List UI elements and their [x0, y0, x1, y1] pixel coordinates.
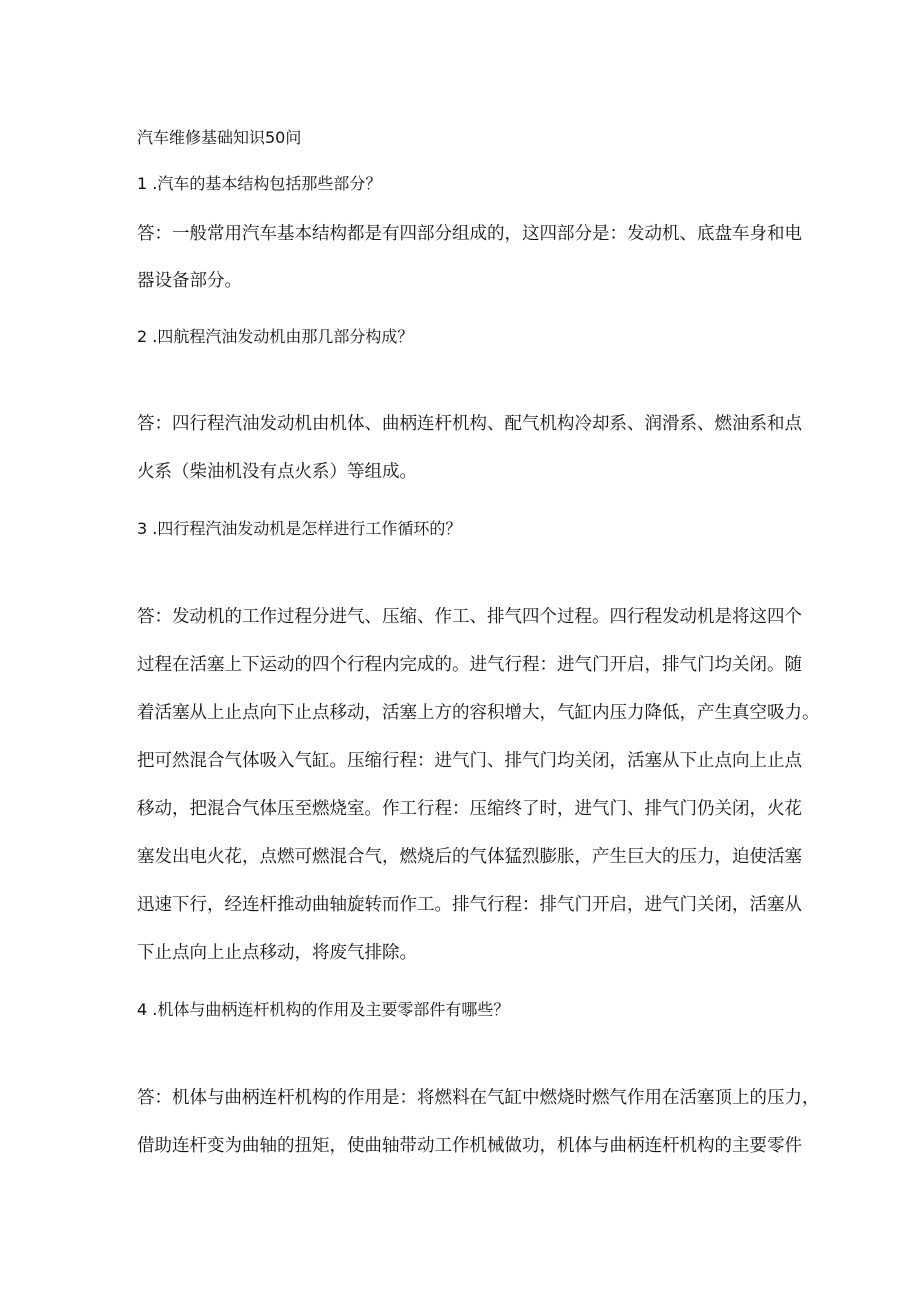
question-1: 1 .汽车的基本结构包括那些部分？ [137, 174, 382, 193]
answer-1-line-2: 器设备部分。 [137, 271, 242, 291]
question-3: 3 .四行程汽油发动机是怎样进行工作循环的？ [137, 519, 462, 538]
answer-3-line-3: 着活塞从上止点向下止点移动，活塞上方的容积增大，气缸内压力降低，产生真空吸力。 [137, 703, 820, 723]
answer-3-line-7: 迅速下行，经连杆推动曲轴旋转而作工。排气行程：排气门开启，进气门关闭，活塞从 [137, 895, 802, 915]
answer-3-line-4: 把可然混合气体吸入气缸。压缩行程：进气门、排气门均关闭，活塞从下止点向上止点 [137, 751, 802, 771]
answer-4-line-2: 借助连杆变为曲轴的扭矩，使曲轴带动工作机械做功，机体与曲柄连杆机构的主要零件 [137, 1136, 802, 1156]
answer-1-line-1: 答：一般常用汽车基本结构都是有四部分组成的，这四部分是：发动机、底盘车身和电 [137, 224, 802, 244]
answer-3-line-5: 移动，把混合气体压至燃烧室。作工行程：压缩终了时，进气门、排气门仍关闭，火花 [137, 799, 802, 819]
answer-3-line-2: 过程在活塞上下运动的四个行程内完成的。进气行程：进气门开启，排气门均关闭。随 [137, 655, 802, 675]
question-4: 4 .机体与曲柄连杆机构的作用及主要零部件有哪些？ [137, 1000, 510, 1019]
question-2: 2 .四航程汽油发动机由那几部分构成？ [137, 327, 414, 346]
answer-2-line-2: 火系（柴油机没有点火系）等组成。 [137, 462, 417, 482]
answer-3-line-8: 下止点向上止点移动，将废气排除。 [137, 943, 417, 963]
document-title: 汽车维修基础知识50问 [137, 128, 302, 147]
answer-2-line-1: 答：四行程汽油发动机由机体、曲柄连杆机构、配气机构冷却系、润滑系、燃油系和点 [137, 414, 802, 434]
answer-4-line-1: 答：机体与曲柄连杆机构的作用是：将燃料在气缸中燃烧时燃气作用在活塞顶上的压力， [137, 1088, 820, 1108]
answer-3-line-6: 塞发出电火花，点燃可燃混合气，燃烧后的气体猛烈膨胀，产生巨大的压力，迫使活塞 [137, 847, 802, 867]
answer-3-line-1: 答：发动机的工作过程分进气、压缩、作工、排气四个过程。四行程发动机是将这四个 [137, 607, 802, 627]
